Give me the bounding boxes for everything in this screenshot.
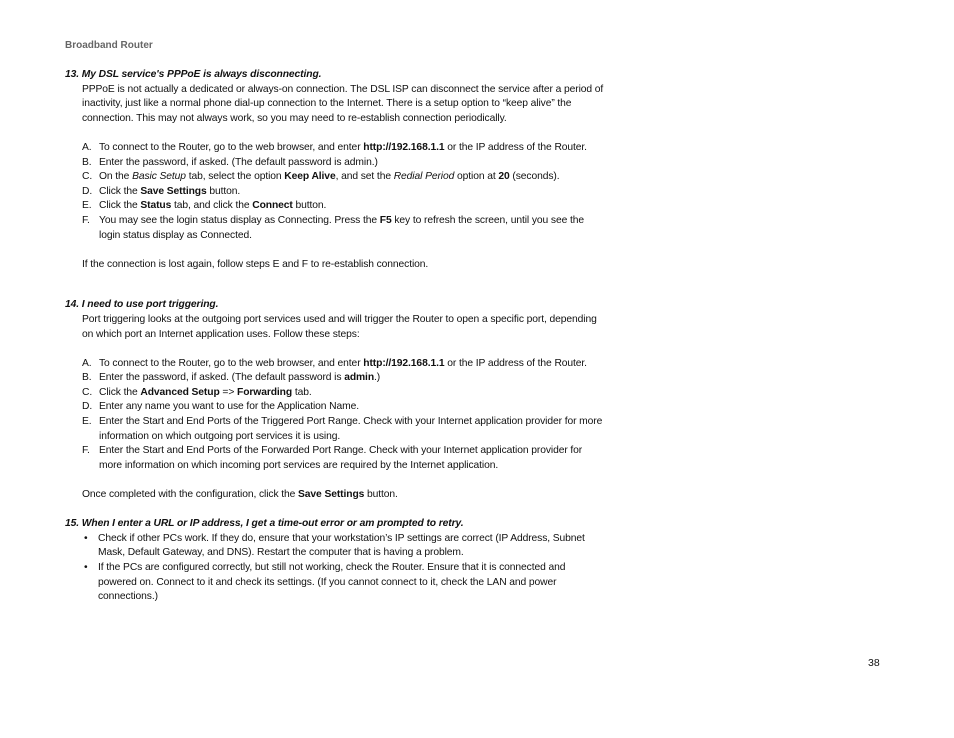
question-title: 14. I need to use port triggering. (65, 299, 219, 311)
step-marker: E. (82, 200, 92, 212)
step-item: C. On the Basic Setup tab, select the option Keep Alive, and set the Redial Period option at 20 (seconds). (82, 170, 605, 185)
spacer (65, 243, 605, 258)
content-area (65, 68, 605, 605)
step-marker: A. (82, 357, 92, 369)
step-item: A. To connect to the Router, go to the web browser, and enter http://192.168.1.1 or the IP address of the Router. (82, 141, 605, 156)
step-list (82, 357, 605, 474)
step-item: B. Enter the password, if asked. (The default password is admin.) (82, 156, 605, 171)
step-item: D. Enter any name you want to use for the Application Name. (82, 400, 605, 415)
page-number: 38 (868, 657, 880, 669)
answer-footer: Once completed with the configuration, click the Save Settings button. (82, 489, 398, 501)
answer-intro: Port triggering looks at the outgoing port services used and will trigger the Router to open a specific port, depending on which port an Internet application uses. Follow these steps: (82, 313, 597, 340)
bullet-item: • If the PCs are configured correctly, but still not working, check the Router. Ensure that it is connected and powered on. Connect to it and check its settings. (If you cannot connect to it, check the LAN and power connections.) (84, 562, 566, 603)
answer-intro: PPPoE is not actually a dedicated or always-on connection. The DSL ISP can disconnect the service after a period of inactivity, just like a normal phone dial-up connection to the Internet. There is a setup option to “keep alive” the connection. This may not always work, so you may need to re-establish connection periodically. (82, 83, 604, 124)
faq-item-14 (65, 298, 605, 502)
spacer (65, 473, 605, 488)
step-item: E. Enter the Start and End Ports of the Triggered Port Range. Check with your Internet application provider for more information on which outgoing port services it is using. (82, 416, 603, 442)
spacer (65, 272, 605, 298)
step-list (82, 141, 605, 243)
url-text: http://192.168.1.1 (363, 141, 445, 153)
step-marker: E. (82, 416, 92, 428)
question-title: 13. My DSL service's PPPoE is always disconnecting. (65, 69, 322, 80)
step-item: B. Enter the password, if asked. (The default password is admin.) (82, 371, 605, 386)
step-marker: F. (82, 214, 90, 226)
step-item: D. Click the Save Settings button. (82, 185, 605, 200)
spacer (65, 126, 605, 141)
step-marker: C. (82, 171, 93, 183)
bullet-item: • Check if other PCs work. If they do, ensure that your workstation’s IP settings are correct (IP Address, Subnet Mask, Default Gateway, and DNS). Restart the computer that is having a problem. (84, 532, 585, 559)
spacer (65, 503, 605, 518)
step-item: F. You may see the login status display as Connecting. Press the F5 key to refresh the screen, until you see the login status display as Connected. (82, 214, 584, 241)
faq-item-13 (65, 68, 605, 272)
spacer (65, 342, 605, 357)
step-marker: D. (82, 185, 93, 197)
step-marker: A. (82, 141, 92, 153)
step-item: F. Enter the Start and End Ports of the Forwarded Port Range. Check with your Internet application provider for more information on which incoming port services are required by the Internet application. (82, 445, 583, 471)
step-marker: D. (82, 401, 93, 413)
step-marker: B. (82, 156, 92, 168)
url-text: http://192.168.1.1 (363, 357, 445, 369)
step-item: E. Click the Status tab, and click the Connect button. (82, 199, 605, 214)
faq-item-15 (65, 517, 605, 605)
step-marker: F. (82, 445, 90, 457)
step-marker: B. (82, 372, 92, 384)
question-title: 15. When I enter a URL or IP address, I get a time-out error or am prompted to retry. (65, 518, 464, 530)
step-item: C. Click the Advanced Setup => Forwarding tab. (82, 386, 605, 401)
bullet-list (82, 532, 605, 605)
step-marker: C. (82, 386, 93, 398)
running-header: Broadband Router (65, 40, 153, 51)
step-item: A. To connect to the Router, go to the web browser, and enter http://192.168.1.1 or the IP address of the Router. (82, 357, 605, 372)
answer-footer: If the connection is lost again, follow steps E and F to re-establish connection. (82, 258, 429, 270)
bullet-icon: • (84, 532, 88, 544)
bullet-icon: • (84, 562, 88, 573)
